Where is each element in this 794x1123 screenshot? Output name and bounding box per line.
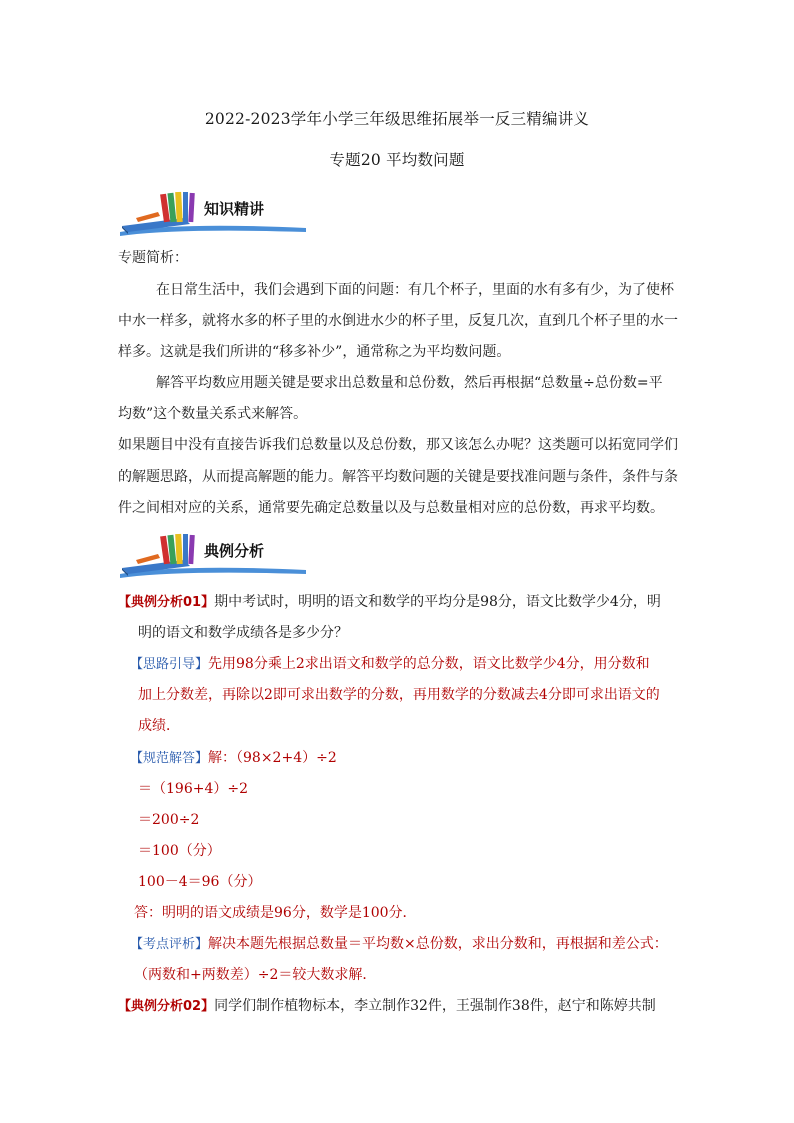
example1-solution-line2: ＝（196+4）÷2 bbox=[138, 781, 248, 797]
para2-line1: 解答平均数应用题关键是要求出总数量和总份数，然后再根据“总数量÷总份数=平 bbox=[156, 375, 663, 391]
example1-solution-line1 bbox=[130, 748, 337, 769]
section-label: 典例分析 bbox=[204, 542, 265, 560]
example1-solution-line5: 100－4＝96（分） bbox=[138, 874, 262, 890]
para1-line2: 中水一样多，就将水多的杯子里的水倒进水少的杯子里，反复几次，直到几个杯子里的水一 bbox=[118, 313, 678, 329]
example1-comment-line2: （两数和+两数差）÷2＝较大数求解． bbox=[134, 967, 377, 983]
solution-tag: 【规范解答】 bbox=[130, 751, 209, 766]
section-header-knowledge bbox=[118, 188, 308, 238]
example1-solution-line3: ＝200÷2 bbox=[138, 812, 200, 828]
example1-comment-line1 bbox=[130, 934, 668, 955]
example1-question-text: 期中考试时，明明的语文和数学的平均分是98分，语文比数学少4分，明 bbox=[214, 594, 661, 610]
document-title: 2022-2023学年小学三年级思维拓展举一反三精编讲义 bbox=[204, 110, 590, 128]
section-header-examples bbox=[118, 530, 308, 580]
example2-tag: 【典例分析02】 bbox=[118, 999, 215, 1014]
para3-line1: 如果题目中没有直接告诉我们总数量以及总份数，那又该怎么办呢？这类题可以拓宽同学们 bbox=[118, 437, 678, 453]
section-label: 知识精讲 bbox=[204, 200, 265, 218]
solution-text: 解：（98×2+4）÷2 bbox=[208, 750, 337, 766]
example1-tag: 【典例分析01】 bbox=[118, 595, 215, 610]
example1-answer: 答：明明的语文成绩是96分，数学是100分． bbox=[134, 905, 417, 921]
comment-text: 解决本题先根据总数量＝平均数×总份数，求出分数和，再根据和差公式： bbox=[208, 936, 668, 952]
para3-line2: 的解题思路，从而提高解题的能力。解答平均数问题的关键是要找准问题与条件，条件与条 bbox=[118, 469, 678, 485]
example1-hint-line3: 成绩． bbox=[138, 718, 180, 734]
document-subtitle: 专题20 平均数问题 bbox=[329, 151, 465, 169]
hint-tag: 【思路引导】 bbox=[130, 657, 209, 672]
example1-question-line2: 明的语文和数学成绩各是多少分？ bbox=[138, 625, 348, 641]
para1-line3: 样多。这就是我们所讲的“移多补少”，通常称之为平均数问题。 bbox=[118, 344, 511, 360]
para3-line3: 件之间相对应的关系，通常要先确定总数量以及与总数量相对应的总份数，再求平均数。 bbox=[118, 500, 664, 516]
para2-line2: 均数”这个数量关系式来解答。 bbox=[118, 406, 308, 422]
comment-tag: 【考点评析】 bbox=[130, 937, 209, 952]
example1-hint-line1 bbox=[130, 654, 650, 675]
example1-solution-line4: ＝100（分） bbox=[138, 843, 221, 859]
example1-hint-line2: 加上分数差，再除以2即可求出数学的分数，再用数学的分数减去4分即可求出语文的 bbox=[138, 687, 660, 703]
para1-line1: 在日常生活中，我们会遇到下面的问题：有几个杯子，里面的水有多有少，为了使杯 bbox=[156, 282, 674, 298]
example1-question-line1 bbox=[118, 592, 661, 613]
example2-question-text: 同学们制作植物标本，李立制作32件，王强制作38件，赵宁和陈婷共制 bbox=[214, 998, 656, 1014]
intro-label: 专题简析： bbox=[118, 250, 188, 266]
hint-text: 先用98分乘上2求出语文和数学的总分数，语文比数学少4分，用分数和 bbox=[208, 656, 650, 672]
example2-question-line1 bbox=[118, 996, 656, 1017]
